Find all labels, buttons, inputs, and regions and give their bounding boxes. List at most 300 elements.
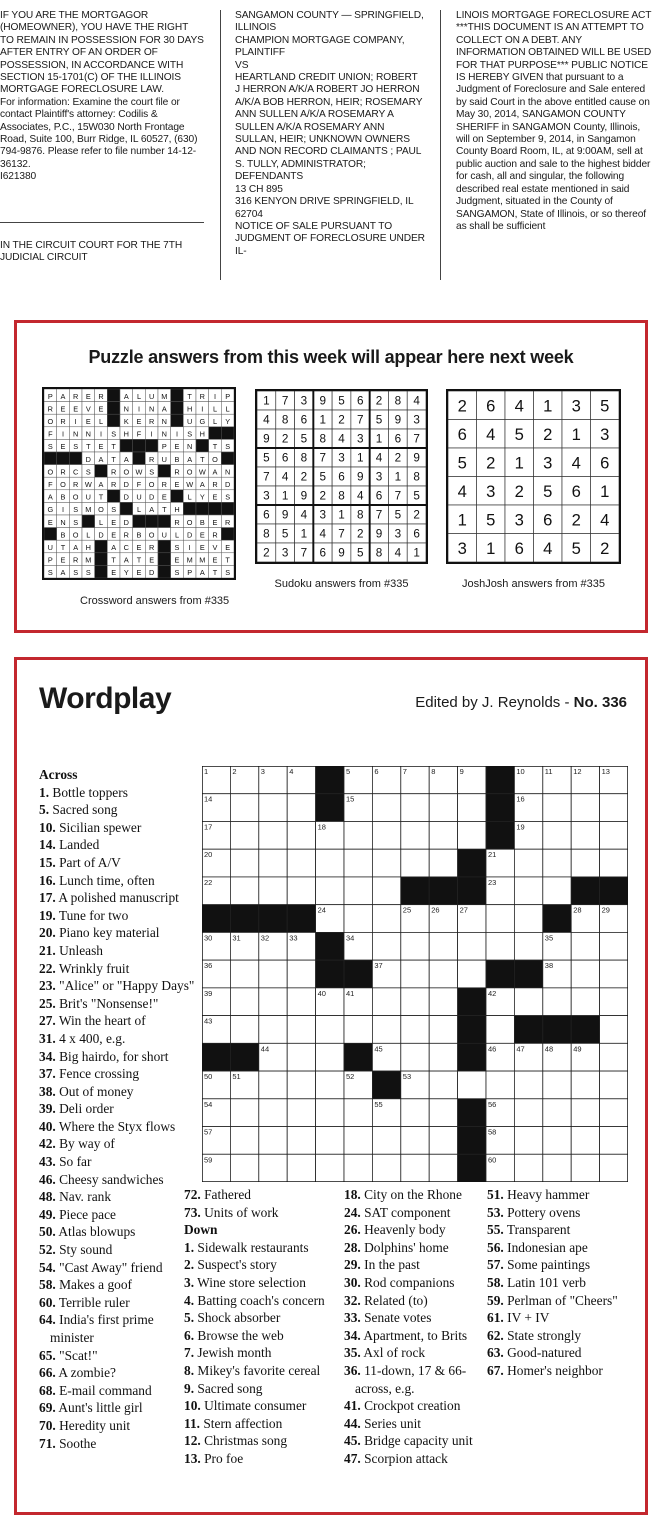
clue-number: 54. [39,1259,56,1275]
down-clue[interactable] [184,1380,340,1398]
down-clue[interactable] [184,1327,340,1345]
black-square [458,877,486,905]
grid-cell[interactable] [543,1099,571,1127]
grid-cell[interactable] [401,1127,429,1155]
grid-cell[interactable] [543,849,571,877]
across-clue[interactable] [39,1276,199,1294]
grid-cell[interactable] [429,1099,457,1127]
clue-number: 45. [344,1433,361,1449]
clue-number: 18. [344,1187,361,1202]
across-clue[interactable] [39,1417,199,1435]
across-clue[interactable] [39,1083,199,1101]
grid-cell[interactable] [600,960,628,988]
across-clue[interactable] [39,924,199,942]
answer-letter: R [225,517,231,527]
grid-cell[interactable] [344,905,372,933]
cell-number: 49 [573,1044,582,1054]
grid-cell[interactable] [401,1016,429,1044]
answer-letter: E [161,492,167,502]
down-clue[interactable] [487,1186,637,1204]
grid-cell[interactable] [543,794,571,822]
clue-number: 38. [39,1083,56,1099]
grid-cell[interactable] [344,1099,372,1127]
answer-digit: 5 [486,510,496,530]
grid-cell[interactable] [372,794,400,822]
answer-letter: V [85,404,91,414]
grid-cell[interactable] [458,960,486,988]
grid-cell[interactable] [344,877,372,905]
grid-cell[interactable] [230,849,258,877]
answer-letter: P [225,391,231,401]
down-clue[interactable] [344,1432,486,1450]
grid-cell[interactable] [600,1127,628,1155]
down-clue[interactable] [344,1292,486,1310]
answer-letter: R [149,454,155,464]
grid-cell[interactable] [514,932,542,960]
black-square [316,794,344,822]
grid-cell[interactable] [259,1154,287,1182]
down-clue[interactable] [487,1221,637,1239]
grid-cell[interactable] [429,1127,457,1155]
answer-letter: T [60,543,66,553]
across-clue[interactable] [39,995,199,1013]
across-clue[interactable] [39,1382,199,1400]
grid-cell[interactable] [600,1154,628,1182]
answers-heading: Puzzle answers from this week will appear here next week [88,347,574,367]
down-clue[interactable] [184,1397,340,1415]
answer-black-cell [171,490,184,503]
clue-text: Fathered [204,1187,251,1202]
cell-number: 31 [232,933,241,943]
grid-cell[interactable] [287,794,315,822]
grid-cell[interactable] [543,1127,571,1155]
grid-cell[interactable] [600,988,628,1016]
grid-cell[interactable] [429,849,457,877]
clue-text: Where the Styx flows [58,1118,176,1134]
grid-cell[interactable] [316,877,344,905]
grid-cell[interactable] [287,1154,315,1182]
answer-digit: 6 [263,508,270,522]
grid-cell[interactable] [316,1154,344,1182]
down-clue[interactable] [344,1415,486,1433]
grid-cell[interactable] [230,794,258,822]
grid-cell[interactable] [287,960,315,988]
across-clue[interactable] [39,1065,199,1083]
across-clue[interactable] [39,1347,199,1365]
grid-cell[interactable] [372,988,400,1016]
answer-black-cell [209,502,222,515]
grid-cell[interactable] [571,1127,599,1155]
answer-letter: Y [123,568,129,578]
across-clue[interactable] [39,1030,199,1048]
grid-cell[interactable] [458,932,486,960]
grid-cell[interactable] [514,1099,542,1127]
clue-text: Big hairdo, for short [59,1048,169,1064]
down-clue[interactable] [344,1397,486,1415]
down-clue[interactable] [184,1432,340,1450]
grid-cell[interactable] [401,1043,429,1071]
grid-cell[interactable] [259,988,287,1016]
answer-letter: F [48,480,53,490]
across-clue[interactable] [39,1100,199,1118]
answer-digit: 7 [338,527,345,541]
clue-text: Soothe [59,1435,97,1451]
across-clue[interactable] [39,1135,199,1153]
clue-text: Unleash [59,942,103,958]
grid-cell[interactable] [316,1016,344,1044]
grid-cell[interactable] [316,1099,344,1127]
across-clue[interactable] [39,801,199,819]
black-square [458,849,486,877]
down-clue[interactable] [487,1309,637,1327]
clue-number: 58. [487,1274,504,1290]
down-clue[interactable] [344,1309,486,1327]
grid-cell[interactable] [316,1071,344,1099]
grid-cell[interactable] [287,1071,315,1099]
cell-number: 30 [204,933,213,943]
grid-cell[interactable] [287,849,315,877]
down-clue[interactable] [184,1256,340,1274]
grid-cell[interactable] [571,794,599,822]
grid-cell[interactable] [287,988,315,1016]
grid-cell[interactable] [458,1071,486,1099]
down-clue[interactable] [487,1274,637,1292]
cell-number: 59 [204,1155,213,1165]
grid-cell[interactable] [600,821,628,849]
across-clue[interactable] [39,1259,199,1277]
answer-black-cell [171,414,184,427]
grid-cell[interactable] [230,1154,258,1182]
down-clue[interactable] [344,1327,486,1345]
cell-number: 57 [204,1127,213,1137]
grid-cell[interactable] [429,794,457,822]
grid-cell[interactable] [600,1016,628,1044]
across-clue[interactable] [39,1206,199,1224]
down-clue[interactable] [344,1256,486,1274]
clue-text: Sidewalk restaurants [197,1239,309,1255]
grid-cell[interactable] [287,1016,315,1044]
grid-cell[interactable] [429,1043,457,1071]
across-clue[interactable] [39,1048,199,1066]
legal-text-1a: IF YOU ARE THE MORTGAGOR (HOMEOWNER), YOU HAVE THE RIGHT TO REMAIN IN POSSESSION FOR 30 DAYS AFTER ENTRY OF AN ORDER OF POSSESSION, IN ACCORDANCE WITH SECTION 15-1701(C) OF THE ILLINOIS MORTGAGE FORECLOSURE LAW. For information: Examine the court file or contact Plaintiff's attorney: Codilis & Associates, P.C., 15W030 North Frontage Road, Suite 100, Burr Ridge, IL 60527, (630) 794-9876. Please refer to file number 14-12-36132. I621380 [0,10,204,183]
answer-letter: N [187,442,193,452]
grid-cell[interactable] [429,932,457,960]
grid-cell[interactable] [401,960,429,988]
across-clue[interactable] [39,1188,199,1206]
grid-cell[interactable] [600,1099,628,1127]
grid-cell[interactable] [429,988,457,1016]
grid-cell[interactable] [514,905,542,933]
grid-cell[interactable] [259,877,287,905]
down-clue[interactable] [184,1274,340,1292]
grid-cell[interactable] [259,1127,287,1155]
grid-cell[interactable] [600,1043,628,1071]
grid-cell[interactable] [259,821,287,849]
down-clue[interactable] [184,1309,340,1327]
down-clue[interactable] [487,1292,637,1310]
across-clue[interactable] [39,960,199,978]
across-clue[interactable] [39,1171,199,1189]
across-clue[interactable] [39,1153,199,1171]
answer-digit: 3 [543,453,553,473]
grid-cell[interactable] [514,1071,542,1099]
grid-cell[interactable] [372,1127,400,1155]
across-clue[interactable] [39,942,199,960]
across-clue[interactable] [39,1118,199,1136]
clue-number: 50. [39,1224,56,1240]
down-clue[interactable] [344,1344,486,1362]
across-clue[interactable] [39,1311,199,1346]
grid-cell[interactable] [571,1071,599,1099]
answer-letter: D [123,517,129,527]
answer-letter: F [136,429,142,439]
cell-number: 17 [204,822,213,832]
across-clue[interactable] [39,1399,199,1417]
grid-cell[interactable] [230,821,258,849]
answer-letter: L [98,517,104,527]
across-clue[interactable] [39,1294,199,1312]
grid-cell[interactable] [344,1154,372,1182]
clue-text: Jewish month [197,1345,272,1361]
answer-letter: R [98,391,104,401]
grid-cell[interactable] [287,877,315,905]
answer-letter: R [60,417,66,427]
grid-cell[interactable] [372,905,400,933]
grid-cell[interactable] [230,1127,258,1155]
answer-digit: 9 [413,451,420,465]
answer-digit: 1 [300,527,308,541]
grid-cell[interactable] [571,821,599,849]
grid-cell[interactable] [514,849,542,877]
grid-cell[interactable] [401,1154,429,1182]
grid-cell[interactable] [458,821,486,849]
clue-number: 27. [39,1013,56,1029]
clue-text: Senate votes [364,1310,432,1326]
down-clue[interactable] [487,1344,637,1362]
across-clue[interactable] [39,907,199,925]
grid-cell[interactable] [230,988,258,1016]
grid-cell[interactable] [344,1127,372,1155]
clue-number: 24. [344,1204,361,1220]
answer-digit: 6 [394,432,402,446]
grid-cell[interactable] [543,877,571,905]
grid-cell[interactable] [571,1099,599,1127]
grid-cell[interactable] [543,1071,571,1099]
down-clue[interactable] [344,1186,486,1204]
crossword-grid[interactable] [202,766,628,1182]
answer-letter: S [85,467,91,477]
answer-digit: 5 [375,413,383,427]
grid-cell[interactable] [486,1071,514,1099]
grid-cell[interactable] [344,821,372,849]
down-clue[interactable] [184,1239,340,1257]
clue-number: 73. [184,1204,201,1220]
grid-cell[interactable] [344,849,372,877]
grid-cell[interactable] [287,1043,315,1071]
answer-letter: I [213,391,217,401]
grid-cell[interactable] [429,1154,457,1182]
answer-letter: T [212,442,218,452]
grid-cell[interactable] [230,960,258,988]
down-clue[interactable] [487,1239,637,1257]
down-clue[interactable] [487,1362,637,1380]
answer-letter: R [73,480,79,490]
grid-cell[interactable] [259,1099,287,1127]
across-clue[interactable] [184,1204,340,1222]
answer-digit: 3 [281,546,289,560]
down-clue[interactable] [344,1274,486,1292]
clue-number: 15. [39,854,56,870]
across-clue[interactable] [39,889,199,907]
grid-cell[interactable] [514,1127,542,1155]
across-clue[interactable] [39,1223,199,1241]
clue-number: 21. [39,942,56,958]
grid-cell[interactable] [401,932,429,960]
grid-cell[interactable] [514,877,542,905]
down-clue[interactable] [184,1292,340,1310]
answer-digit: 5 [457,453,467,473]
answer-letter: O [123,467,130,477]
across-clue[interactable] [39,1241,199,1259]
legal-text-2: SANGAMON COUNTY — SPRINGFIELD, ILLINOIS CHAMPION MORTGAGE COMPANY, PLAINTIFF VS HEARTLAND CREDIT UNION; ROBERT J HERRON A/K/A ROBERT JO HERRON A/K/A BOB HERRON, HEIR; ROSEMARY ANN SULLEN A/K/A ROSEMARY A SULLEN A/K/A ROSEMARY ANN SULLAN, HEIR; UNKNOWN OWNERS AND NON RECORD CLAIMANTS ; PAUL S. TULLY, ADMINISTRATOR; DEFENDANTS 13 CH 895 316 KENYON DRIVE SPRINGFIELD, IL 62704 NOTICE OF SALE PURSUANT TO JUDGMENT OF FORECLOSURE UNDER IL- [235,10,425,257]
answer-letter: R [111,467,117,477]
across-clue[interactable] [39,1364,199,1382]
clue-number: 55. [487,1222,504,1238]
grid-cell[interactable] [287,821,315,849]
answer-letter: I [61,505,65,515]
grid-cell[interactable] [259,849,287,877]
across-clue[interactable] [184,1186,340,1204]
grid-cell[interactable] [316,849,344,877]
grid-cell[interactable] [401,1099,429,1127]
down-clue[interactable] [184,1362,340,1380]
grid-cell[interactable] [600,932,628,960]
grid-cell[interactable] [372,932,400,960]
grid-cell[interactable] [259,1016,287,1044]
grid-cell[interactable] [571,988,599,1016]
answer-letter: E [136,417,142,427]
down-clue[interactable] [344,1362,486,1397]
down-clue[interactable] [184,1450,340,1468]
clue-number: 34. [39,1048,56,1064]
grid-cell[interactable] [401,794,429,822]
grid-cell[interactable] [600,794,628,822]
grid-cell[interactable] [287,1099,315,1127]
grid-cell[interactable] [401,821,429,849]
grid-cell[interactable] [571,1154,599,1182]
answer-letter: W [186,480,194,490]
across-clue[interactable] [39,1012,199,1030]
grid-cell[interactable] [543,821,571,849]
grid-cell[interactable] [259,794,287,822]
grid-cell[interactable] [372,849,400,877]
clue-text: Sty sound [59,1242,113,1258]
grid-cell[interactable] [571,960,599,988]
grid-cell[interactable] [401,988,429,1016]
answer-black-cell [44,528,57,541]
grid-cell[interactable] [486,1016,514,1044]
grid-cell[interactable] [429,960,457,988]
across-clue[interactable] [39,784,199,802]
down-clue[interactable] [487,1204,637,1222]
grid-cell[interactable] [372,1016,400,1044]
grid-cell[interactable] [458,794,486,822]
grid-cell[interactable] [259,1071,287,1099]
answer-letter: M [161,391,168,401]
grid-cell[interactable] [514,1154,542,1182]
grid-cell[interactable] [401,849,429,877]
clue-text: By way of [59,1136,115,1152]
answer-letter: P [47,391,53,401]
grid-cell[interactable] [571,932,599,960]
answer-digit: 4 [319,527,326,541]
grid-cell[interactable] [486,932,514,960]
across-clue[interactable] [39,1435,199,1453]
down-clue[interactable] [184,1415,340,1433]
clue-text: Crockpot creation [364,1398,461,1414]
clue-number: 43. [39,1154,56,1170]
down-clue[interactable] [487,1327,637,1345]
grid-cell[interactable] [429,1071,457,1099]
grid-cell[interactable] [316,1127,344,1155]
clue-heading: Down [184,1222,218,1238]
grid-cell[interactable] [372,1154,400,1182]
grid-cell[interactable] [230,877,258,905]
grid-cell[interactable] [543,988,571,1016]
down-clue[interactable] [344,1204,486,1222]
across-clue[interactable] [39,836,199,854]
grid-cell[interactable] [230,1099,258,1127]
answer-letter: R [174,467,180,477]
grid-cell[interactable] [571,849,599,877]
grid-cell[interactable] [372,877,400,905]
across-clue[interactable] [39,977,199,995]
answer-digit: 5 [300,432,308,446]
grid-cell[interactable] [486,905,514,933]
across-clue[interactable] [39,819,199,837]
grid-cell[interactable] [230,1016,258,1044]
across-clue[interactable] [39,854,199,872]
answer-letter: W [135,467,143,477]
grid-cell[interactable] [287,1127,315,1155]
grid-cell[interactable] [344,1016,372,1044]
black-square [571,877,599,905]
down-clue[interactable] [184,1344,340,1362]
cell-number: 24 [317,905,326,915]
answer-letter: D [123,480,129,490]
down-clue[interactable] [487,1256,637,1274]
grid-cell[interactable] [372,821,400,849]
grid-cell[interactable] [543,1154,571,1182]
clue-text: Lunch time, often [59,872,155,888]
grid-cell[interactable] [429,1016,457,1044]
down-clue[interactable] [344,1221,486,1239]
down-clue[interactable] [344,1450,486,1468]
grid-cell[interactable] [316,1043,344,1071]
grid-cell[interactable] [600,849,628,877]
across-clue[interactable] [39,872,199,890]
legal-text-1b: IN THE CIRCUIT COURT FOR THE 7TH JUDICIAL CIRCUIT [0,240,185,264]
answer-digit: 8 [319,432,326,446]
grid-cell[interactable] [429,821,457,849]
grid-cell[interactable] [514,988,542,1016]
grid-cell[interactable] [259,960,287,988]
cell-number: 18 [317,822,326,832]
grid-cell[interactable] [600,1071,628,1099]
down-clue[interactable] [344,1239,486,1257]
answer-digit: 4 [457,482,467,502]
answer-letter: O [47,417,54,427]
